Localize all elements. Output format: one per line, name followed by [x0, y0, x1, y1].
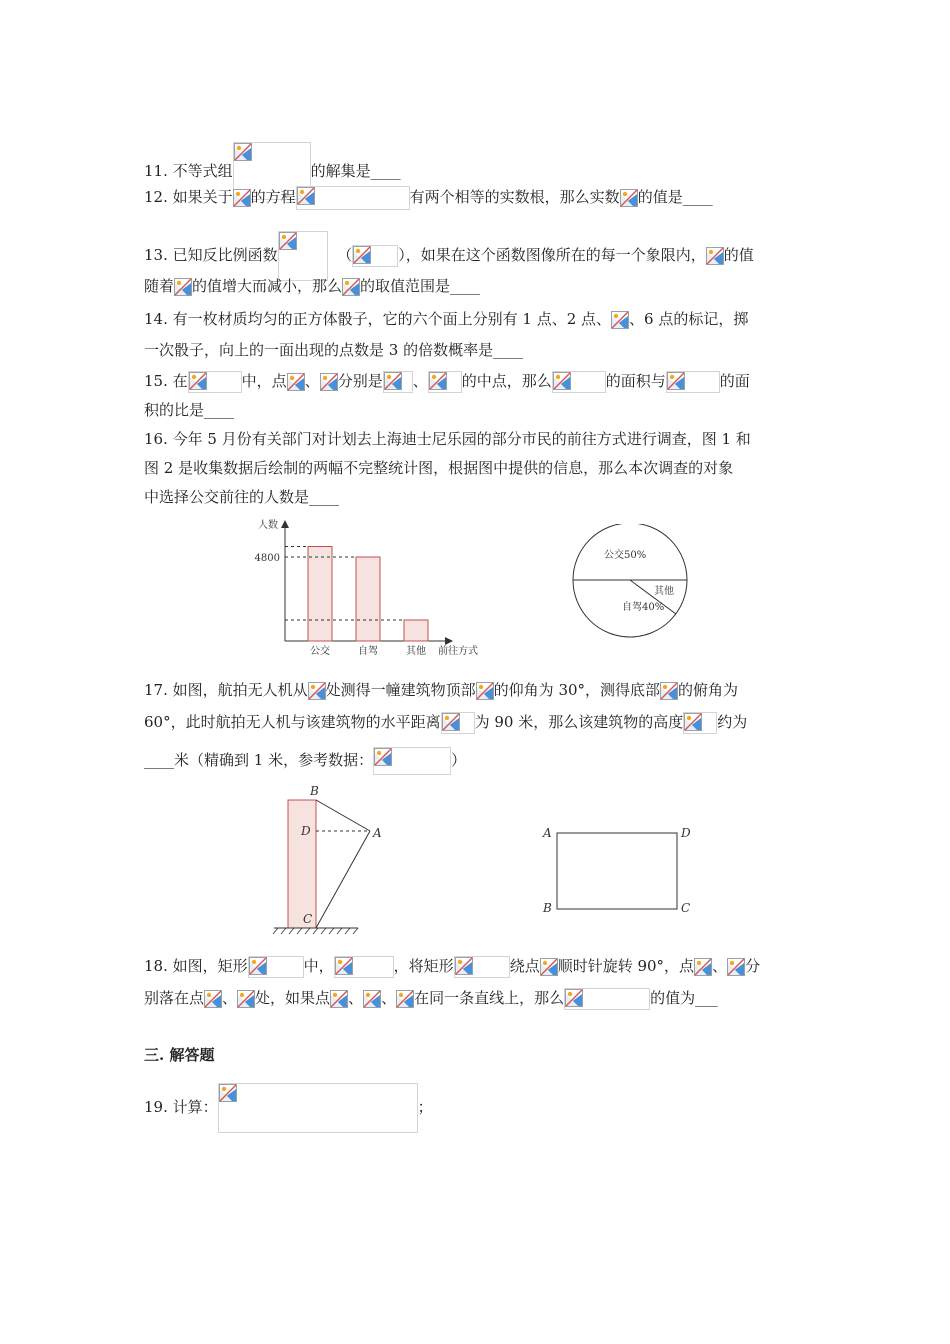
- segment-image: [383, 371, 413, 393]
- answer-blank: ____: [309, 488, 340, 506]
- y-axis-arrow: [281, 520, 289, 528]
- slice-label-other: 其他: [654, 586, 674, 597]
- question-text: 为 90 米，那么该建筑物的高度: [474, 713, 684, 731]
- segment-image: [683, 712, 717, 734]
- question-text: 、: [412, 372, 428, 390]
- broken-image-icon: [455, 957, 473, 975]
- bar-chart: [250, 516, 500, 666]
- x-axis-arrow: [445, 637, 453, 645]
- question-number: 17.: [144, 681, 168, 699]
- question-text: 有一枚材质均匀的正方体骰子，它的六个面上分别有 1 点、2 点、: [172, 310, 612, 328]
- line-to-bottom: [316, 831, 370, 928]
- broken-image-icon: [363, 990, 381, 1008]
- point-label-a: A: [373, 826, 382, 840]
- broken-image-icon: [174, 278, 192, 296]
- question-text: 在同一条直线上，那么: [414, 989, 565, 1007]
- question-text: ），如果在这个函数图像所在的每一个象限内，: [398, 246, 706, 264]
- question-text: 在: [172, 372, 188, 390]
- answer-blank: ___: [695, 989, 718, 1007]
- question-text: 、: [304, 372, 320, 390]
- ground-hatching: [273, 928, 358, 934]
- broken-image-icon: [330, 990, 348, 1008]
- slice-label-bus: 公交50%: [604, 550, 647, 561]
- bar-公交: [308, 547, 332, 642]
- question-text: 的方程: [250, 188, 296, 206]
- question-14-line-2: [144, 340, 523, 360]
- question-text: 、6 点的标记，掷: [629, 310, 749, 328]
- section-heading: 三. 解答题: [144, 1046, 215, 1064]
- question-number: 12.: [144, 188, 168, 206]
- broken-image-icon: [308, 682, 326, 700]
- question-text: 、: [712, 957, 728, 975]
- question-11: [144, 143, 401, 180]
- broken-image-icon: [667, 372, 685, 390]
- question-text: 处，如果点: [255, 989, 331, 1007]
- question-number: 14.: [144, 310, 168, 328]
- question-text: 不等式组: [172, 162, 233, 180]
- question-text: 分别是: [337, 372, 383, 390]
- point-label-d: D: [301, 824, 311, 838]
- question-number: 11.: [144, 162, 168, 180]
- question-text: 的中点，那么: [461, 372, 552, 390]
- question-text: 一次骰子，向上的一面出现的点数是 3 的倍数概率是: [144, 341, 494, 359]
- question-text: 顺时针旋转 90°，点: [557, 957, 695, 975]
- broken-image-icon: [374, 748, 392, 766]
- question-text: 的取值范围是: [360, 277, 451, 295]
- question-17-line-3: [144, 747, 466, 767]
- question-16-line-3: [144, 487, 339, 507]
- reference-data-image: [373, 747, 451, 775]
- question-text: 有两个相等的实数根，那么实数: [409, 188, 620, 206]
- question-13: [144, 231, 754, 264]
- broken-image-icon: [279, 232, 297, 250]
- point-label-b: B: [543, 901, 552, 915]
- question-text: （: [337, 246, 353, 264]
- question-text: 的值: [723, 246, 754, 264]
- broken-image-icon: [611, 311, 629, 329]
- question-15-line-2: [144, 400, 234, 420]
- question-17-line-2: [144, 712, 747, 732]
- broken-image-icon: [429, 372, 447, 390]
- triangle-image: [188, 371, 242, 393]
- question-text: 约为: [717, 713, 748, 731]
- broken-image-icon: [335, 957, 353, 975]
- broken-image-icon: [287, 373, 305, 391]
- broken-image-icon: [706, 247, 724, 265]
- bar-其他: [404, 620, 428, 641]
- line-to-top: [316, 800, 370, 831]
- question-text: 的面: [719, 372, 750, 390]
- answer-blank: ____: [370, 162, 401, 180]
- question-text: 如图，矩形: [172, 957, 248, 975]
- x-axis-label: 前往方式: [438, 646, 478, 657]
- broken-image-icon: [694, 958, 712, 976]
- equation-image: [296, 186, 410, 210]
- broken-image-icon: [727, 958, 745, 976]
- question-14: [144, 309, 748, 329]
- pie-chart: [570, 524, 690, 644]
- question-number: 16.: [144, 430, 168, 448]
- broken-image-icon: [660, 682, 678, 700]
- question-number: 15.: [144, 372, 168, 390]
- question-15: [144, 371, 750, 391]
- point-label-d: D: [681, 826, 691, 840]
- question-text: 的值为: [650, 989, 696, 1007]
- question-text: 中选择公交前往的人数是: [144, 488, 310, 506]
- question-text: 、: [222, 989, 238, 1007]
- answer-blank: ____: [450, 277, 481, 295]
- question-text: 如图，航拍无人机从: [172, 681, 308, 699]
- question-text: 、: [381, 989, 397, 1007]
- question-17: [144, 680, 738, 700]
- question-number: 18.: [144, 957, 168, 975]
- question-18: [144, 956, 760, 976]
- question-18-line-2: [144, 988, 718, 1008]
- answer-blank: ____: [493, 341, 524, 359]
- question-13-line-2: [144, 276, 480, 296]
- broken-image-icon: [396, 990, 414, 1008]
- question-text: 的值增大而减小，那么: [192, 277, 343, 295]
- question-text: 的解集是: [310, 162, 371, 180]
- segment-image: [428, 371, 462, 393]
- condition-image: [352, 245, 398, 267]
- question-text: 绕点: [509, 957, 540, 975]
- question-number: 13.: [144, 246, 168, 264]
- question-16-line-2: [144, 458, 733, 478]
- question-text: 中，: [303, 957, 334, 975]
- expression-image: [564, 988, 650, 1010]
- question-text: 图 2 是收集数据后绘制的两幅不完整统计图，根据图中提供的信息，那么本次调查的对象: [144, 459, 734, 477]
- question-text: 如果关于: [172, 188, 233, 206]
- broken-image-icon: [219, 1084, 237, 1102]
- point-label-c: C: [303, 912, 313, 926]
- question-text: 的俯角为: [678, 681, 739, 699]
- question-text: 的值是: [637, 188, 683, 206]
- question-text: 今年 5 月份有关部门对计划去上海迪士尼乐园的部分市民的前往方式进行调查，图 1 和: [172, 430, 751, 448]
- building-diagram: [270, 780, 400, 940]
- slice-label-drive: 自驾40%: [622, 602, 665, 613]
- question-text: ；: [417, 1098, 433, 1116]
- point-label-c: C: [681, 901, 691, 915]
- broken-image-icon: [553, 372, 571, 390]
- question-text: 中，点: [241, 372, 287, 390]
- question-text: 米（精确到 1 米，参考数据：: [174, 751, 374, 769]
- broken-image-icon: [476, 682, 494, 700]
- broken-image-icon: [320, 373, 338, 391]
- question-16: [144, 429, 751, 449]
- x-tick-label: 公交: [310, 646, 330, 657]
- broken-image-icon: [249, 957, 267, 975]
- question-text: ）: [451, 751, 467, 769]
- y-axis-label: 人数: [258, 520, 278, 531]
- broken-image-icon: [233, 189, 251, 207]
- broken-image-icon: [540, 958, 558, 976]
- triangle-image: [666, 371, 720, 393]
- broken-image-icon: [342, 278, 360, 296]
- rectangle-abcd: [557, 833, 677, 909]
- point-label-a: A: [543, 826, 552, 840]
- broken-image-icon: [684, 713, 702, 731]
- question-text: 处测得一幢建筑物顶部: [325, 681, 476, 699]
- question-text: 、: [348, 989, 364, 1007]
- broken-image-icon: [620, 189, 638, 207]
- question-text: 已知反比例函数: [172, 246, 278, 264]
- question-text: 的仰角为 30°，测得底部: [493, 681, 661, 699]
- rectangle-image: [248, 956, 304, 978]
- calculation-image: [218, 1083, 418, 1133]
- broken-image-icon: [565, 989, 583, 1007]
- broken-image-icon: [442, 713, 460, 731]
- answer-blank: ____: [144, 751, 174, 769]
- point-label-b: B: [310, 784, 319, 798]
- question-text: 的面积与: [605, 372, 666, 390]
- question-text: 积的比是: [144, 401, 205, 419]
- triangle-image: [552, 371, 606, 393]
- x-tick-label: 自驾: [358, 646, 378, 657]
- question-19: [144, 1083, 433, 1116]
- x-tick-label: 其他: [406, 646, 426, 657]
- answer-blank: ____: [682, 188, 713, 206]
- broken-image-icon: [237, 990, 255, 1008]
- y-tick-label: 4800: [254, 553, 280, 564]
- question-text: 随着: [144, 277, 175, 295]
- broken-image-icon: [384, 372, 402, 390]
- answer-blank: ____: [204, 401, 235, 419]
- segment-image: [441, 712, 475, 734]
- question-text: ，将矩形: [393, 957, 454, 975]
- question-number: 19.: [144, 1098, 168, 1116]
- broken-image-icon: [189, 372, 207, 390]
- bar-自驾: [356, 557, 380, 641]
- rectangle-image: [454, 956, 510, 978]
- broken-image-icon: [353, 246, 371, 264]
- broken-image-icon: [297, 187, 315, 205]
- building: [288, 800, 316, 928]
- question-text: 计算：: [172, 1098, 218, 1116]
- rectangle-diagram: [535, 820, 705, 920]
- question-text: 60°，此时航拍无人机与该建筑物的水平距离: [144, 713, 441, 731]
- broken-image-icon: [204, 990, 222, 1008]
- question-text: 别落在点: [144, 989, 205, 1007]
- condition-image: [334, 956, 394, 978]
- question-12: [144, 186, 713, 206]
- function-image: [278, 231, 328, 281]
- broken-image-icon: [234, 143, 252, 161]
- question-text: 分: [745, 957, 761, 975]
